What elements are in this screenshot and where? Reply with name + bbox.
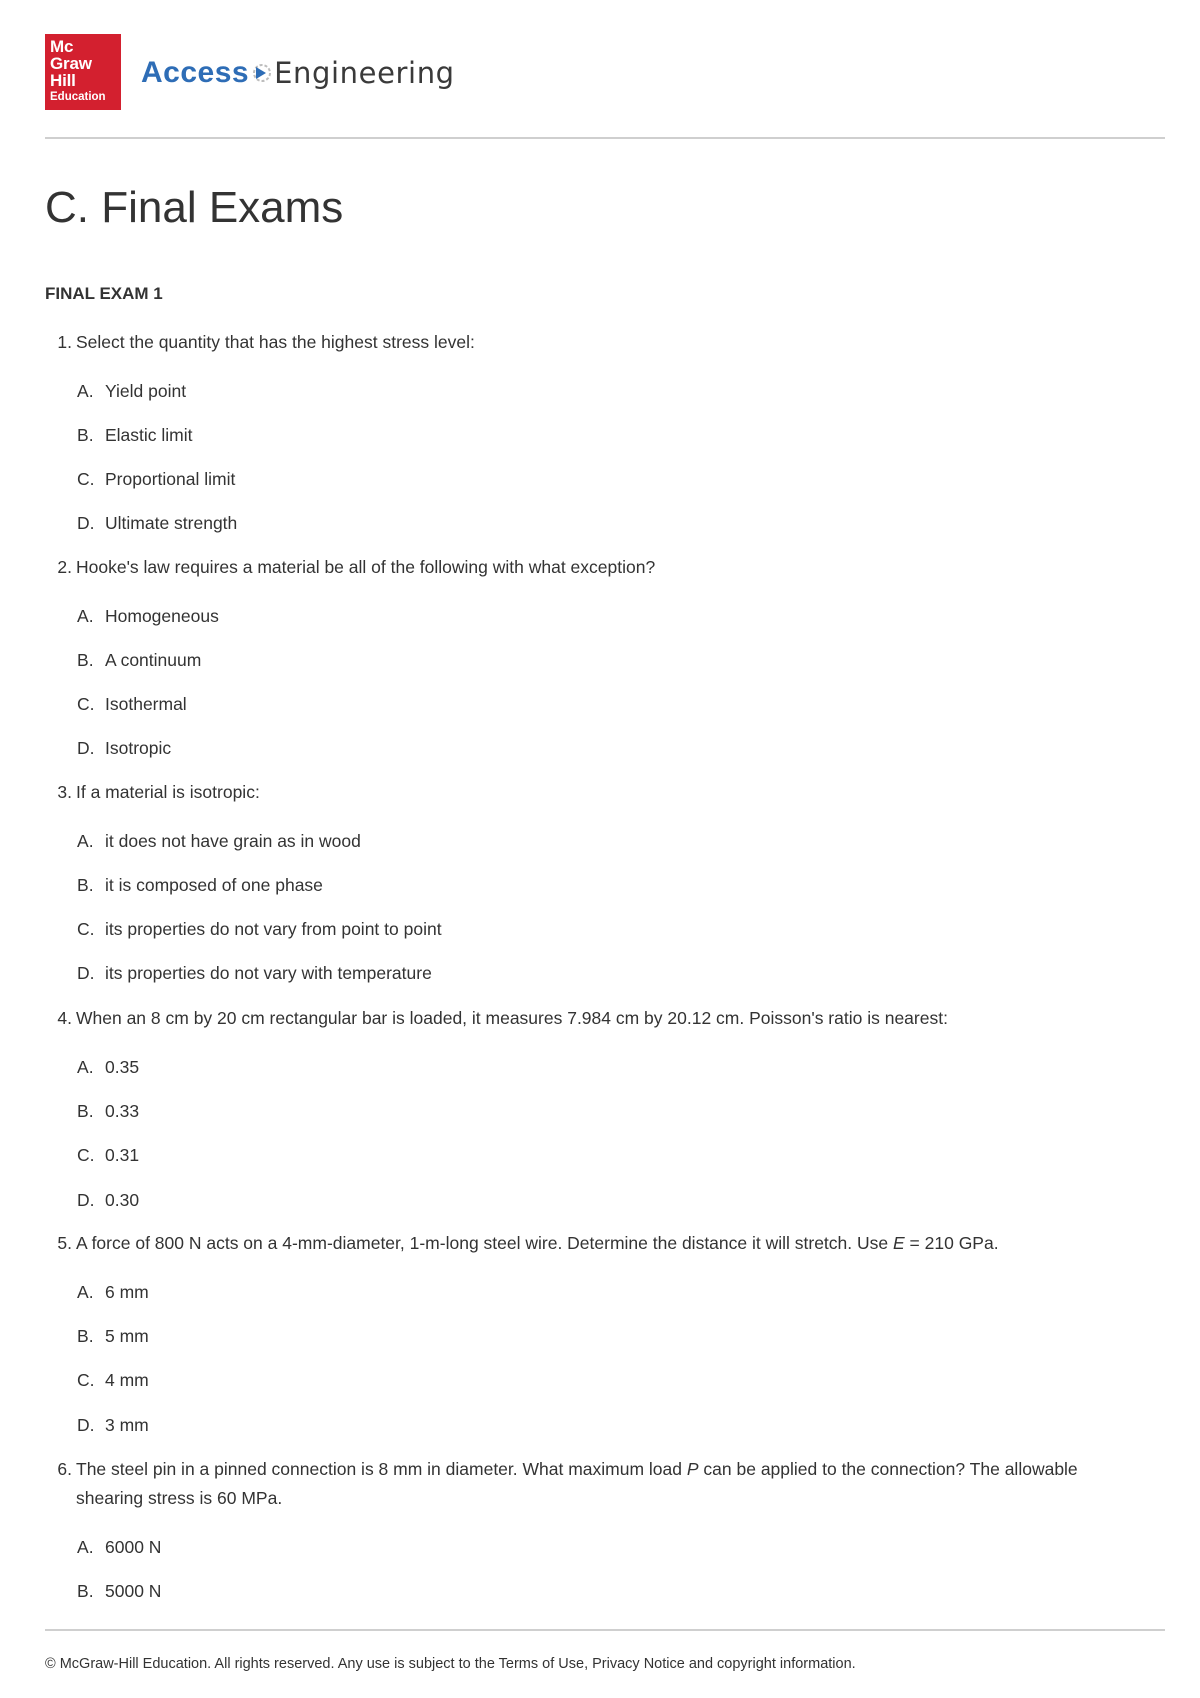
option-1b [77,424,193,446]
section-heading: FINAL EXAM 1 [45,284,163,303]
option-letter: D . [77,512,105,534]
option-1d [77,512,237,534]
option-letter: B . [77,649,105,671]
option-letter: D . [77,1414,105,1436]
option-text: 6000 N [105,1537,162,1557]
option-text: 5 mm [105,1326,149,1346]
footer-divider [45,1629,1165,1631]
option-letter: A . [77,605,105,627]
access-engineering-logo [141,48,455,98]
option-2d [77,737,171,759]
option-text: Homogeneous [105,606,219,626]
option-text: 3 mm [105,1415,149,1435]
option-text: its properties do not vary with temperature [105,963,432,983]
question-text-part: can be applied to the connection? The allowable shearing stress is 60 MPa. [76,1459,1078,1508]
option-text: 0.35 [105,1057,140,1077]
option-letter: A . [77,1056,105,1078]
logo-line-mc: Mc [50,37,74,56]
option-text: Isotropic [105,738,172,758]
option-text: A continuum [105,650,202,670]
question-text: Hooke's law requires a material be all of the following with what exception? [76,557,656,577]
option-letter: B . [77,1325,105,1347]
option-letter: A . [77,830,105,852]
question-3 [57,778,1136,807]
option-letter: A . [77,1536,105,1558]
option-letter: B . [77,1100,105,1122]
option-text: Isothermal [105,694,187,714]
option-letter: B . [77,1580,105,1602]
option-text: 0.33 [105,1101,140,1121]
question-text-part: The steel pin in a pinned connection is 8 mm in diameter. What maximum load [76,1459,687,1479]
copyright-notice: © McGraw-Hill Education. All rights reserved. Any use is subject to the Terms of Use, Privacy Notice and copyright information. [45,1656,856,1672]
logo-engineering-text: Engineering [274,56,455,90]
option-text: 0.30 [105,1190,140,1210]
question-4 [57,1004,1136,1033]
option-2c [77,693,187,715]
option-letter: B . [77,424,105,446]
option-4d [77,1189,139,1211]
option-2a [77,605,219,627]
option-text: Proportional limit [105,469,236,489]
gear-arrow-icon [251,58,273,88]
question-number: 6 . [48,1455,72,1484]
option-letter: A . [77,1281,105,1303]
question-number: 3 . [48,778,72,807]
question-number: 1 . [48,328,72,357]
question-variable: E [893,1233,905,1253]
question-5 [57,1229,1136,1258]
option-letter: A . [77,380,105,402]
option-3a [77,830,361,852]
option-5c [77,1369,149,1391]
option-text: 0.31 [105,1145,140,1165]
option-text: Ultimate strength [105,513,238,533]
option-letter: D . [77,1189,105,1211]
option-6a [77,1536,161,1558]
question-text-part: A force of 800 N acts on a 4-mm-diameter, 1-m-long steel wire. Determine the distance it will stretch. Use [76,1233,893,1253]
option-text: its properties do not vary from point to point [105,919,442,939]
question-number: 5 . [48,1229,72,1258]
option-3d [77,962,432,984]
question-text: Select the quantity that has the highest stress level: [76,332,475,352]
question-text: If a material is isotropic: [76,782,260,802]
option-letter: C . [77,693,105,715]
logo-line-hill: Hill [50,71,76,90]
question-variable: P [686,1459,699,1479]
question-1 [57,328,1136,357]
option-letter: C . [77,468,105,490]
option-2b [77,649,201,671]
question-6 [57,1455,1116,1513]
option-5a [77,1281,149,1303]
header-divider [45,137,1165,139]
option-letter: C . [77,1144,105,1166]
option-letter: B . [77,874,105,896]
mcgraw-hill-logo [45,34,121,110]
logo-access-text: Access [141,56,250,89]
option-letter: D . [77,737,105,759]
question-number: 4 . [48,1004,72,1033]
option-text: it is composed of one phase [105,875,323,895]
option-1a [77,380,186,402]
option-letter: C . [77,1369,105,1391]
option-text: Elastic limit [105,425,193,445]
option-6b [77,1580,161,1602]
option-4a [77,1056,139,1078]
option-text: it does not have grain as in wood [105,831,361,851]
option-text: 6 mm [105,1282,149,1302]
question-number: 2 . [48,553,72,582]
option-3b [77,874,323,896]
option-4c [77,1144,139,1166]
page-title: C. Final Exams [45,183,344,232]
option-text: Yield point [105,381,187,401]
option-text: 5000 N [105,1581,162,1601]
option-5b [77,1325,149,1347]
option-1c [77,468,235,490]
option-4b [77,1100,139,1122]
question-text: When an 8 cm by 20 cm rectangular bar is loaded, it measures 7.984 cm by 20.12 cm. Poisson's ratio is nearest: [76,1008,948,1028]
logo-line-education: Education [50,91,106,103]
option-letter: D . [77,962,105,984]
page-header [45,34,1165,112]
option-3c [77,918,442,940]
option-letter: C . [77,918,105,940]
option-text: 4 mm [105,1370,149,1390]
question-2 [57,553,1136,582]
logo-line-graw: Graw [50,54,92,73]
option-5d [77,1414,149,1436]
question-text-part: = 210 GPa. [904,1233,999,1253]
